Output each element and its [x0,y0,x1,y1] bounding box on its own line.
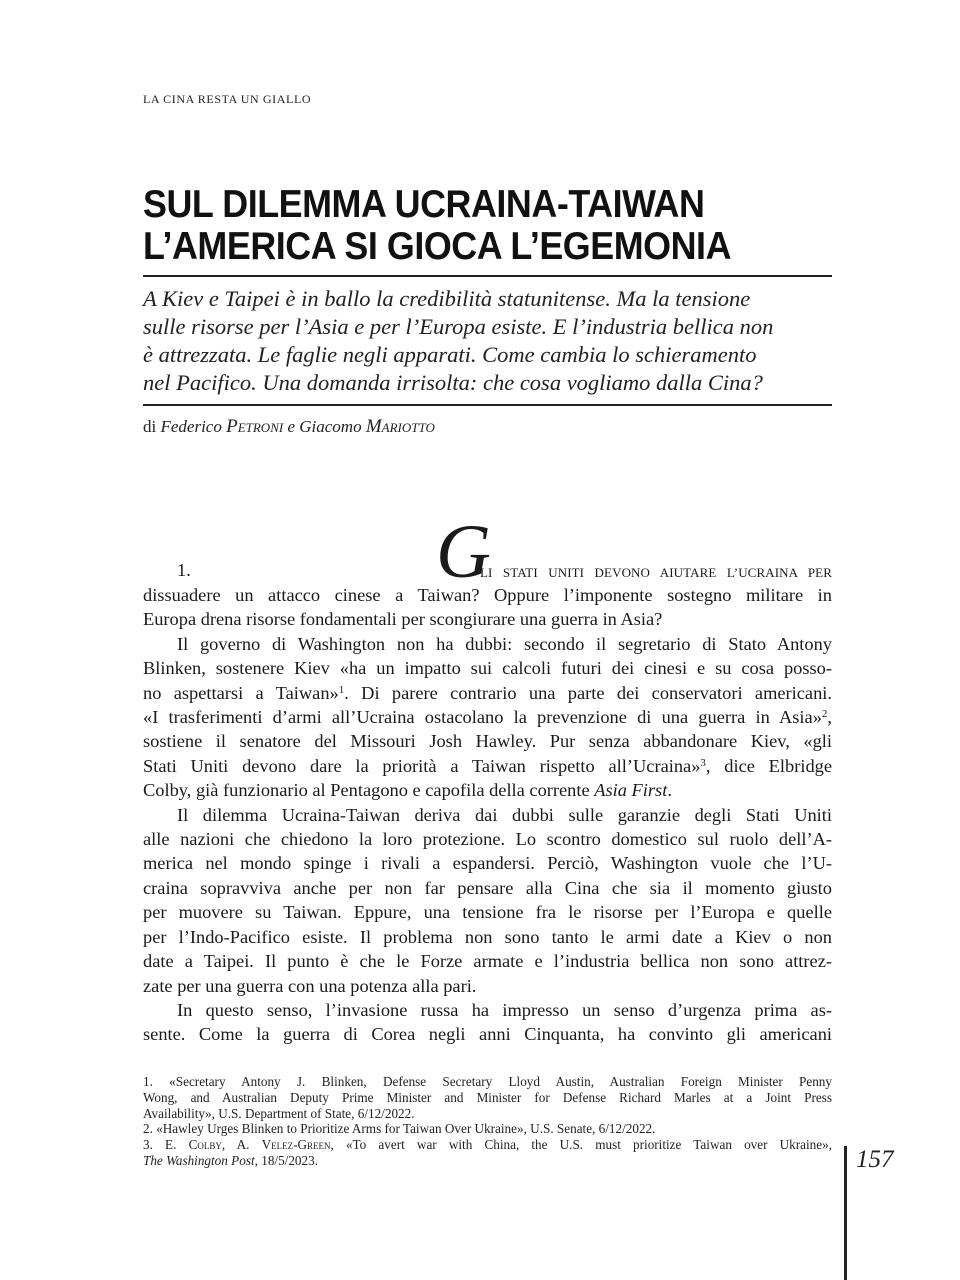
footnotes [143,1074,832,1169]
footnote-line: 2. «Hawley Urges Blinken to Prioritize Arms for Taiwan Over Ukraine», U.S. Senate, 6/12/2022. [143,1121,656,1137]
drop-cap: G [436,510,491,594]
article-body [143,510,833,1047]
footnote-line: 1. «Secretary Antony J. Blinken, Defense Secretary Lloyd Austin, Australian Foreign Minister Penny [143,1074,832,1089]
footnote-2 [143,1121,832,1137]
author-name: Colby [188,1137,222,1153]
text-run: Stati Uniti devono dare la priorità a Taiwan rispetto all’Ucraina» [143,755,701,776]
title-line-1: SUL DILEMMA UCRAINA-TAIWAN [143,183,705,226]
footnote-3 [143,1137,832,1169]
section-number: 1. [177,560,191,580]
text-run: , «To avert war with China, the U.S. must prioritize Taiwan over Ukraine», [330,1137,833,1153]
publication-name: The Washington Post [143,1152,255,1168]
text-line: per muovere su Taiwan. Eppure, una tensione fra le risorse per l’Europa e quelle [143,902,832,923]
text-line: per l’Indo-Pacifico esiste. Il problema non sono tanto le armi date a Kiev o non [143,926,832,947]
text-line: sostiene il senatore del Missouri Josh Hawley. Pur senza abbandonare Kiev, «gli [143,731,832,752]
author-2-last: Mariotto [365,416,435,437]
text-line: sente. Come la guerra di Corea negli anni Cinquanta, ha convinto gli americani [143,1024,832,1045]
text-run: Colby, già funzionario al Pentagono e capofila della corrente [143,780,590,801]
author-1-last: Petroni [226,416,284,437]
text-run: no aspettarsi a Taiwan» [143,682,339,703]
text-line: Il dilemma Ucraina-Taiwan deriva dai dubbi sulle garanzie degli Stati Uniti [177,804,832,825]
text-line [143,681,832,705]
text-line: Europa drena risorse fondamentali per scongiurare una guerra in Asia? [143,609,663,630]
text-line: Il governo di Washington non ha dubbi: secondo il segretario di Stato Antony [177,633,832,654]
text-run: «I trasferimenti d’armi all’Ucraina ostacolano la prevenzione di una guerra in Asia» [143,707,822,728]
text-line: Blinken, sostenere Kiev «ha un impatto sui calcoli futuri dei cinesi e su cosa posso- [143,658,832,679]
text-line: alle nazioni che chiedono la loro protezione. Lo scontro domestico sul ruolo dell’A- [143,829,832,850]
text-line: zate per una guerra con una potenza alla pari. [143,975,477,996]
author-1-first: Federico [160,417,222,436]
subtitle-line: è attrezzata. Le faglie negli apparati. Come cambia lo schieramento [143,342,757,367]
page-number: 157 [856,1146,894,1173]
text-line [143,754,832,778]
author-2-first: Giacomo [299,417,362,436]
text-line: dissuadere un attacco cinese a Taiwan? Oppure l’imponente sostegno militare in [143,585,832,605]
footnote-1 [143,1074,832,1121]
footnote-ref-2: 2 [821,708,828,721]
text-line [143,778,832,802]
subtitle-line: nel Pacifico. Una domanda irrisolta: che cosa vogliamo dalla Cina? [143,370,763,395]
text-run: , [827,707,832,728]
byline-connector: e [287,417,295,436]
article-title [143,184,787,268]
text-run: . Di parere contrario una parte dei conservatori americani. [344,682,832,703]
text-line: In questo senso, l’invasione russa ha impresso un senso d’urgenza prima as- [177,999,832,1020]
title-rule-top [143,275,832,277]
opening-small-caps: LI STATI UNITI DEVONO AIUTARE L’UCRAINA PER [480,565,832,580]
running-header: LA CINA RESTA UN GIALLO [143,92,312,106]
byline-prefix: di [143,417,157,436]
footnote-line [143,1153,832,1169]
text-run: . [667,780,672,801]
text-line: date a Taipei. Il punto è che le Forze armate e l’industria bellica non sono attrez- [143,951,832,972]
subtitle-rule-bottom [143,404,832,406]
title-line-2: L’AMERICA SI GIOCA L’EGEMONIA [143,225,732,268]
byline [143,416,435,438]
text-line: craina sopravviva anche per non far pensare alla Cina che sia il momento giusto [143,877,832,898]
paragraph-3 [143,803,832,998]
text-run: , dice Elbridge [705,755,833,776]
paragraph-2 [143,632,832,803]
subtitle-line: sulle risorse per l’Asia e per l’Europa esiste. E l’industria bellica non [143,314,774,339]
footnote-line: Wong, and Australian Deputy Prime Minister and Minister for Defense Richard Marles at a Joint Press [143,1089,832,1105]
subtitle-line: A Kiev e Taipei è in ballo la credibilità statunitense. Ma la tensione [143,286,751,311]
opening-line [143,510,832,594]
italic-term: Asia First [594,780,668,801]
text-run: , A. [221,1137,250,1153]
text-run: 3. E. [143,1137,177,1153]
footnote-line [143,1137,832,1153]
text-run: , 18/5/2023. [254,1152,318,1168]
footnote-ref-3: 3 [700,756,706,769]
text-line: merica nel mondo spinge i rivali a espandersi. Perciò, Washington vuole che l’U- [143,853,832,874]
paragraph-4 [143,998,832,1047]
footnote-ref-1: 1 [338,683,345,696]
footnote-line: Availability», U.S. Department of State, 6/12/2022. [143,1105,415,1121]
article-subtitle [143,285,832,397]
text-line [143,705,832,729]
page-number-rule [844,1146,847,1280]
author-name: Velez-Green [261,1137,331,1153]
